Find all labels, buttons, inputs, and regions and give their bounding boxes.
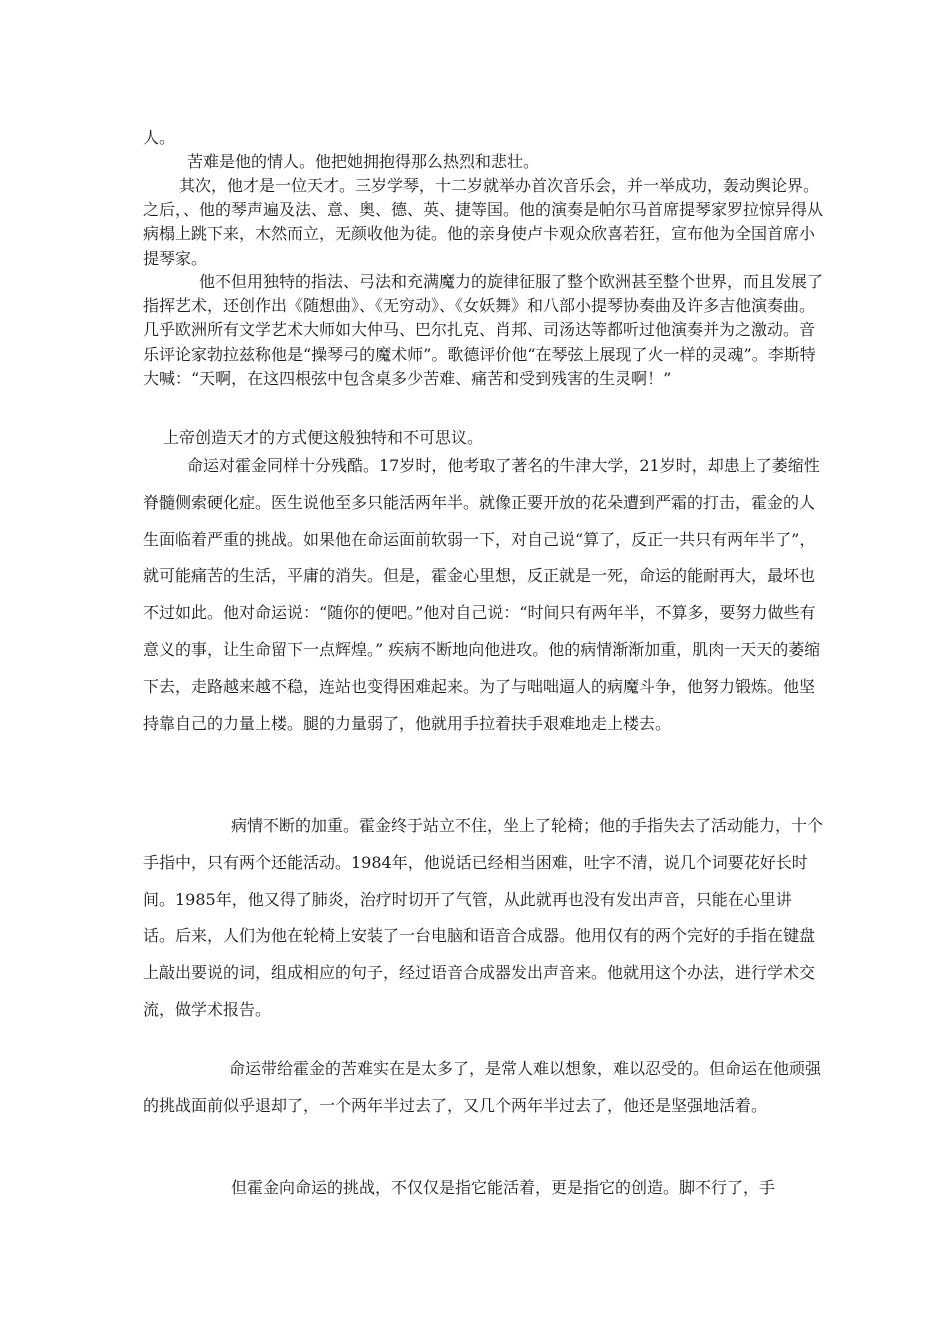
paragraph-9: 但霍金向命运的挑战，不仅仅是指它能活着，更是指它的创造。脚不行了，手 xyxy=(231,1178,776,1197)
paragraph-1: 人。 xyxy=(143,128,176,147)
paragraph-5: 上帝创造天才的方式便这般独特和不可思议。 xyxy=(163,428,484,447)
paragraph-3: 其次，他才是一位天才。三岁学琴，十二岁就举办首次音乐会，并一举成功，轰动舆论界。之后，、他的琴声遍及法、意、奥、德、英、捷等国。他的演奏是帕尔马首席提琴家罗拉惊异得从病榻上跳下来，木然而立，无颜收他为徒。他的亲身使卢卡观众欣喜若狂，宣布他为全国首席小提琴家。 xyxy=(143,176,824,268)
paragraph-4: 他不但用独特的指法、弓法和充满魔力的旋律征服了整个欧洲甚至整个世界，而且发展了指挥艺术，还创作出《随想曲》、《无穷动》、《女妖舞》和八部小提琴协奏曲及许多吉他演奏曲。几乎欧洲所有文学艺术大师如大仲马、巴尔扎克、肖邦、司汤达等都听过他演奏并为之激动。音乐评论家勃拉兹称他是“操琴弓的魔术师”。歌德评价他“在琴弦上展现了火一样的灵魂”。李斯特大喊：“天啊，在这四根弦中包含桌多少苦难、痛苦和受到残害的生灵啊！” xyxy=(143,272,824,388)
paragraph-2: 苦难是他的情人。他把她拥抱得那么热烈和悲壮。 xyxy=(187,152,540,171)
paragraph-7: 病情不断的加重。霍金终于站立不住，坐上了轮椅；他的手指失去了活动能力，十个手指中，只有两个还能活动。1984年，他说话已经相当困难，吐字不清，说几个词要花好长时间。1985年，他又得了肺炎，治疗时切开了气管，从此就再也没有发出声音，只能在心里讲话。后来，人们为他在轮椅上安装了一台电脑和语音合成器。他用仅有的两个完好的手指在键盘上敲出要说的词，组成相应的句子，经过语音合成器发出声音来。他就用这个办法，进行学术交流，做学术报告。 xyxy=(143,816,824,1019)
paragraph-8: 命运带给霍金的苦难实在是太多了，是常人难以想象，难以忍受的。但命运在他顽强的挑战面前似乎退却了，一个两年半过去了，又几个两年半过去了，他还是坚强地活着。 xyxy=(143,1059,822,1115)
paragraph-6: 命运对霍金同样十分残酷。17岁时，他考取了著名的牛津大学，21岁时，却患上了萎缩性脊髓侧索硬化症。医生说他至多只能活两年半。就像正要开放的花朵遭到严霜的打击，霍金的人生面临着严重的挑战。如果他在命运面前软弱一下，对自己说“算了，反正一共只有两年半了”，就可能痛苦的生活，平庸的消失。但是，霍金心里想，反正就是一死，命运的能耐再大，最坏也不过如此。他对命运说：“随你的便吧。”他对自己说：“时间只有两年半，不算多，要努力做些有意义的事，让生命留下一点辉煌。” 疾病不断地向他进攻。他的病情渐渐加重，肌肉一天天的萎缩下去，走路越来越不稳，连站也变得困难起来。为了与咄咄逼人的病魔斗争，他努力锻炼。他坚持靠自己的力量上楼。腿的力量弱了，他就用手拉着扶手艰难地走上楼去。 xyxy=(143,456,821,733)
